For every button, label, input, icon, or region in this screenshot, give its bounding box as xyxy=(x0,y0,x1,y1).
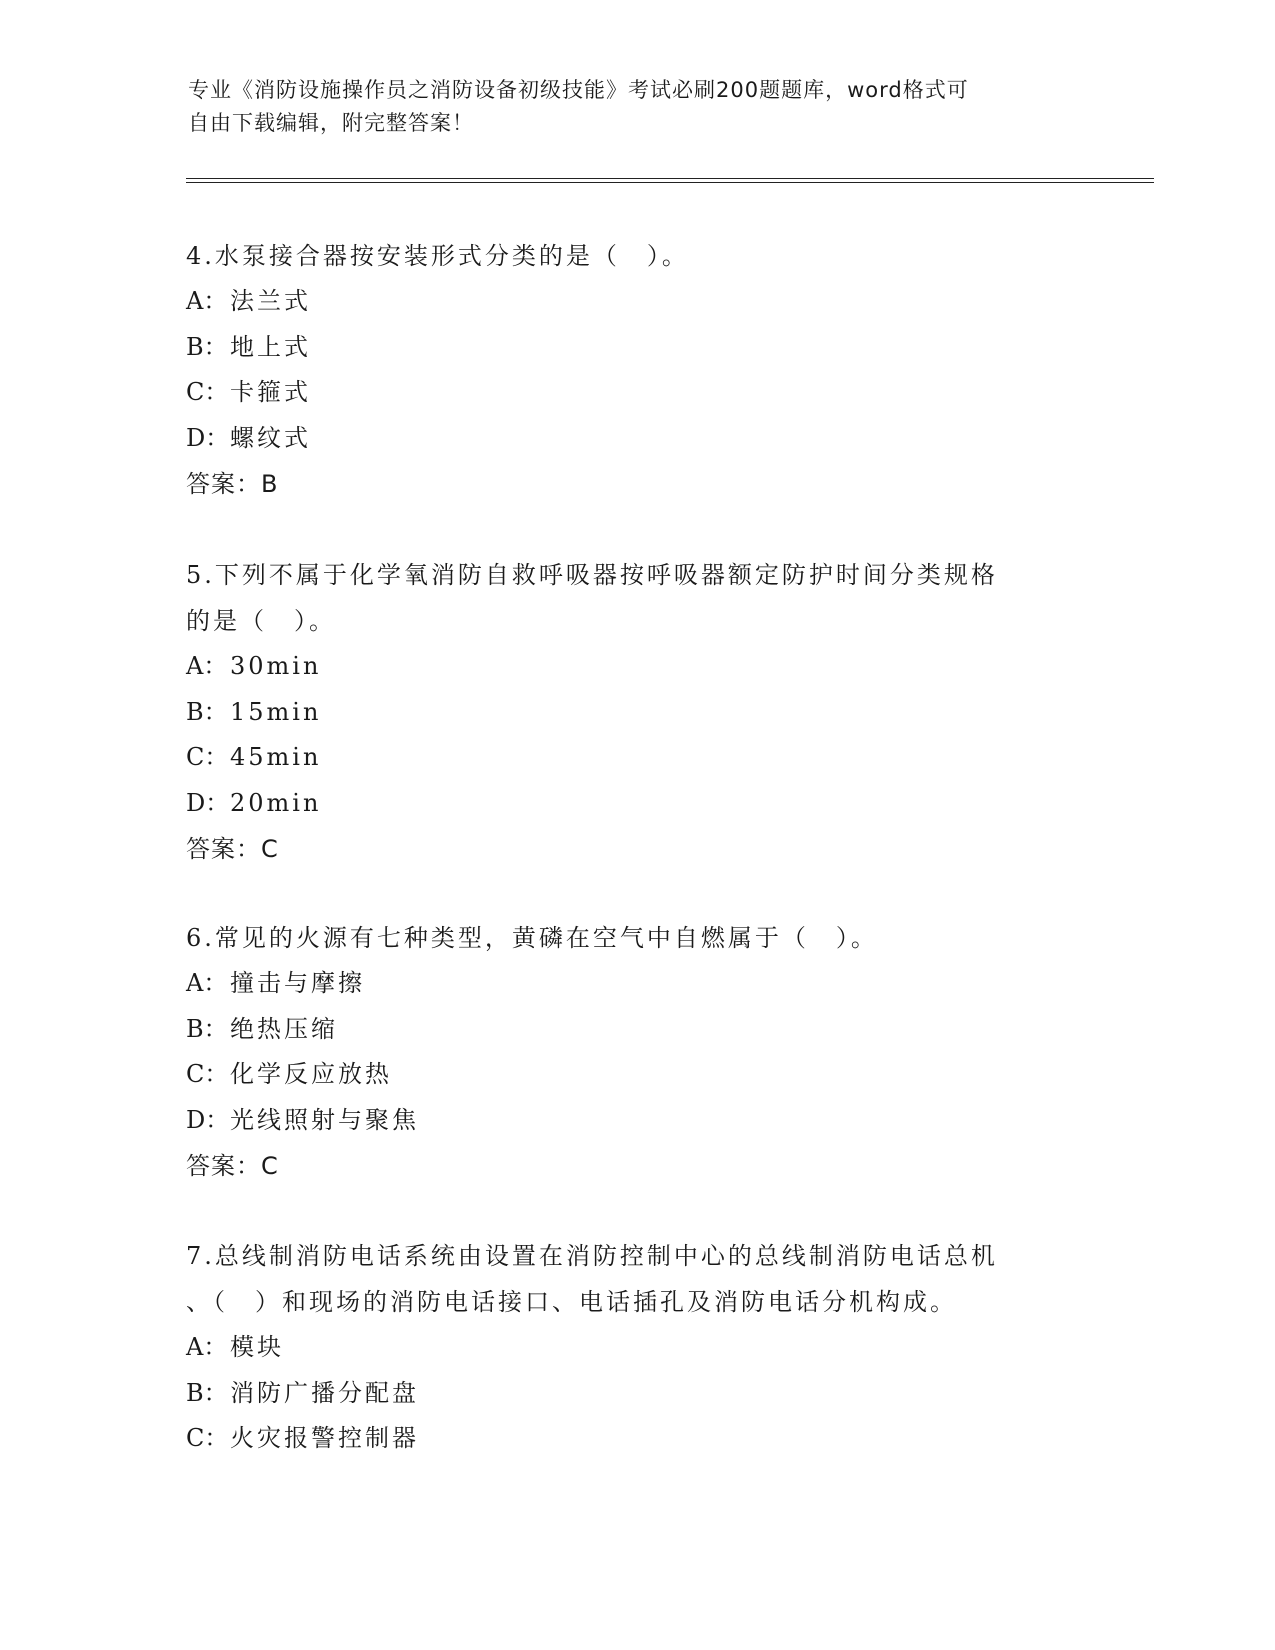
header-divider-top xyxy=(186,178,1154,179)
answer-line: 答案：C xyxy=(186,1152,279,1180)
option-text: 45min xyxy=(230,743,322,771)
question-text-continued: 、（ ）和现场的消防电话接口、电话插孔及消防电话分机构成。 xyxy=(186,1288,957,1316)
option-key: A： xyxy=(186,1333,228,1361)
option-b xyxy=(186,1371,1086,1417)
option-key: B： xyxy=(186,1378,228,1407)
option-a xyxy=(186,644,1086,690)
option-d xyxy=(186,416,1086,462)
option-text: 消防广播分配盘 xyxy=(230,1378,419,1407)
question-6 xyxy=(186,915,1086,1189)
header-line-2: 自由下载编辑，附完整答案！ xyxy=(188,111,474,135)
option-c xyxy=(186,1052,1086,1098)
answer-line: 答案：B xyxy=(186,470,279,498)
option-key: B： xyxy=(186,332,228,361)
question-text-continued: 的是（ ）。 xyxy=(186,607,336,635)
option-key: C： xyxy=(186,1424,229,1452)
option-text: 火灾报警控制器 xyxy=(230,1424,419,1452)
header-divider-bottom xyxy=(186,182,1154,183)
option-text: 卡箍式 xyxy=(230,378,311,406)
option-b xyxy=(186,1007,1086,1053)
option-text: 15min xyxy=(230,697,322,726)
question-5 xyxy=(186,552,1086,872)
option-text: 30min xyxy=(230,652,322,680)
option-c xyxy=(186,1416,1086,1462)
option-text: 光线照射与聚焦 xyxy=(230,1105,419,1134)
option-b xyxy=(186,690,1086,736)
option-text: 20min xyxy=(230,788,322,817)
option-a xyxy=(186,961,1086,1007)
option-key: D： xyxy=(186,788,230,817)
option-key: B： xyxy=(186,1014,228,1043)
question-text: 6.常见的火源有七种类型，黄磷在空气中自燃属于（ ）。 xyxy=(186,924,878,952)
option-key: B： xyxy=(186,697,228,726)
option-text: 螺纹式 xyxy=(230,423,311,452)
option-key: C： xyxy=(186,743,229,771)
option-key: A： xyxy=(186,969,228,997)
question-4 xyxy=(186,233,1086,507)
header-line-1: 专业《消防设施操作员之消防设备初级技能》考试必刷200题题库，word格式可 xyxy=(188,78,969,102)
option-text: 化学反应放热 xyxy=(230,1060,392,1088)
question-text: 4.水泵接合器按安装形式分类的是（ ）。 xyxy=(186,242,689,270)
option-text: 绝热压缩 xyxy=(230,1014,338,1043)
option-text: 法兰式 xyxy=(230,287,311,315)
option-c xyxy=(186,370,1086,416)
option-d xyxy=(186,1098,1086,1144)
option-key: A： xyxy=(186,652,228,680)
option-d xyxy=(186,781,1086,827)
option-b xyxy=(186,325,1086,371)
option-c xyxy=(186,735,1086,781)
question-text: 5.下列不属于化学氧消防自救呼吸器按呼吸器额定防护时间分类规格 xyxy=(186,561,998,589)
option-key: C： xyxy=(186,1060,229,1088)
option-key: D： xyxy=(186,1105,230,1134)
option-key: D： xyxy=(186,423,230,452)
question-text: 7.总线制消防电话系统由设置在消防控制中心的总线制消防电话总机 xyxy=(186,1242,998,1270)
option-key: C： xyxy=(186,378,229,406)
option-text: 撞击与摩擦 xyxy=(230,969,365,997)
option-text: 地上式 xyxy=(230,332,311,361)
answer-line: 答案：C xyxy=(186,835,279,863)
document-header xyxy=(188,74,1068,140)
option-a xyxy=(186,279,1086,325)
option-key: A： xyxy=(186,287,228,315)
option-text: 模块 xyxy=(230,1333,284,1361)
option-a xyxy=(186,1325,1086,1371)
question-7 xyxy=(186,1233,1086,1462)
